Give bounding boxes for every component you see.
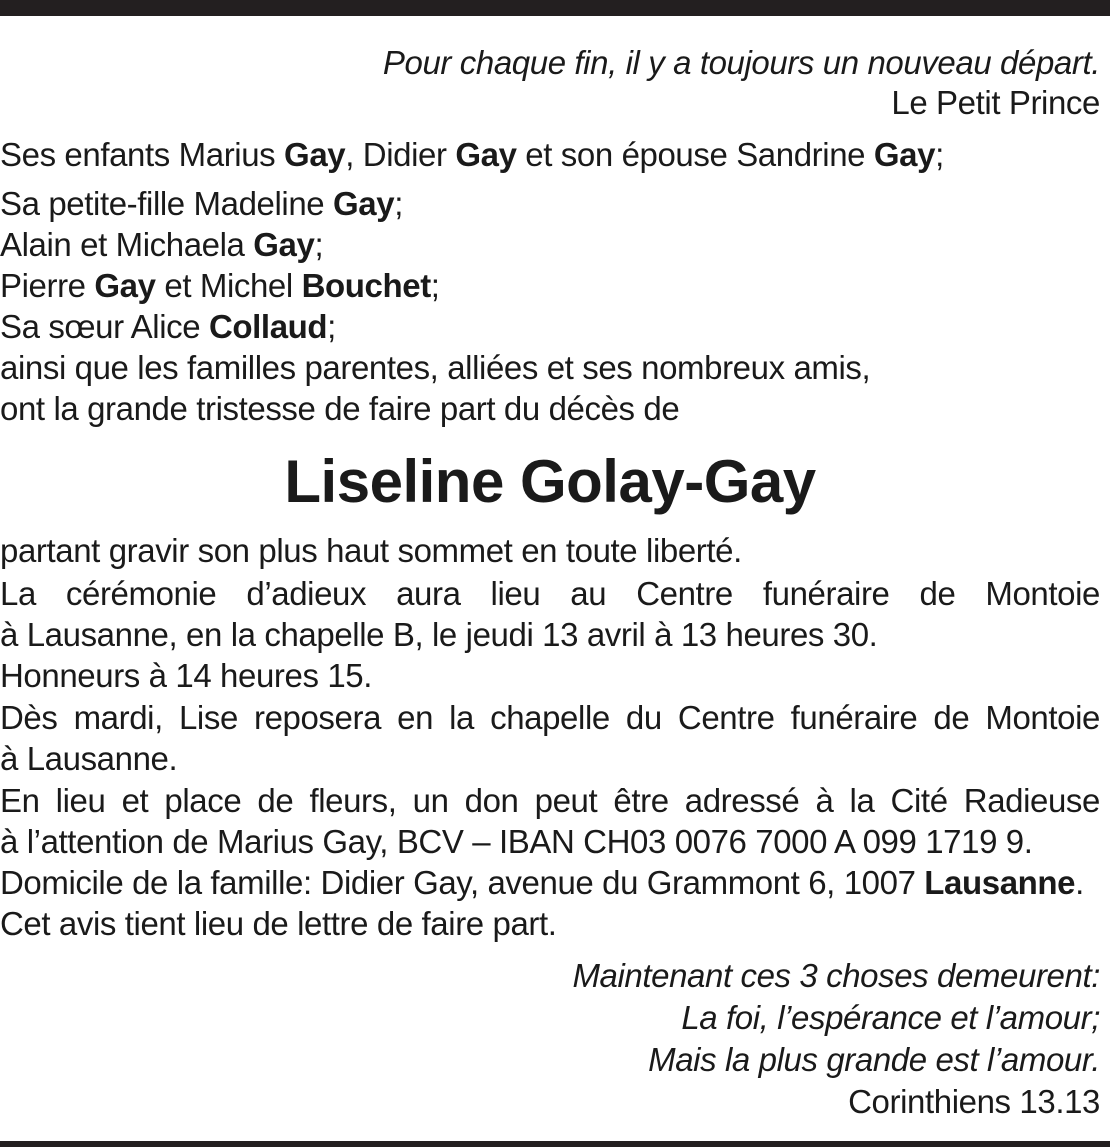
closing-line-3: Mais la plus grande est l’amour. [648, 1041, 1100, 1078]
body-line-7: En lieu et place de fleurs, un don peut être adressé à la Cité Radieuse [0, 782, 1100, 819]
family-line-pierre-michel: Pierre Gay et Michel Bouchet; [0, 267, 440, 304]
deceased-name: Liseline Golay-Gay [284, 448, 816, 515]
surname: Gay [284, 136, 346, 173]
closing-reference: Corinthiens 13.13 [848, 1083, 1100, 1120]
family-line-children: Ses enfants Marius Gay, Didier Gay et son épouse Sandrine Gay; [0, 136, 944, 173]
body-line-4: Honneurs à 14 heures 15. [0, 657, 372, 694]
body-line-2: La cérémonie d’adieux aura lieu au Centre funéraire de Montoie [0, 575, 1100, 612]
closing-line-2: La foi, l’espérance et l’amour; [681, 999, 1100, 1036]
body-line-6: à Lausanne. [0, 740, 178, 777]
epigraph-author: Le Petit Prince [891, 84, 1100, 121]
bottom-rule [0, 1141, 1110, 1147]
surname: Gay [873, 136, 936, 173]
top-rule [0, 0, 1110, 16]
city: Lausanne [924, 864, 1076, 901]
closing-line-1: Maintenant ces 3 choses demeurent: [572, 957, 1100, 994]
surname: Bouchet [301, 267, 431, 304]
surname: Gay [333, 185, 395, 222]
family-line-announcement: ont la grande tristesse de faire part du décès de [0, 390, 680, 427]
surname: Gay [455, 136, 517, 173]
body-line-10: Cet avis tient lieu de lettre de faire part. [0, 905, 557, 942]
family-line-granddaughter: Sa petite-fille Madeline Gay; [0, 185, 403, 222]
surname: Collaud [208, 308, 328, 345]
body-line-8: à l’attention de Marius Gay, BCV – IBAN CH03 0076 7000 A 099 1719 9. [0, 823, 1033, 860]
body-line-9-domicile: Domicile de la famille: Didier Gay, avenue du Grammont 6, 1007 Lausanne. [0, 864, 1084, 901]
surname: Gay [94, 267, 156, 304]
epigraph-quote: Pour chaque fin, il y a toujours un nouveau départ. [382, 44, 1100, 81]
surname: Gay [253, 226, 315, 263]
family-line-sister: Sa sœur Alice Collaud; [0, 308, 336, 345]
body-line-3: à Lausanne, en la chapelle B, le jeudi 13 avril à 13 heures 30. [0, 616, 878, 653]
family-line-relatives: ainsi que les familles parentes, alliées et ses nombreux amis, [0, 349, 871, 386]
body-line-1: partant gravir son plus haut sommet en toute liberté. [0, 532, 742, 569]
body-line-5: Dès mardi, Lise reposera en la chapelle du Centre funéraire de Montoie [0, 699, 1100, 736]
family-line-alain-michaela: Alain et Michaela Gay; [0, 226, 324, 263]
